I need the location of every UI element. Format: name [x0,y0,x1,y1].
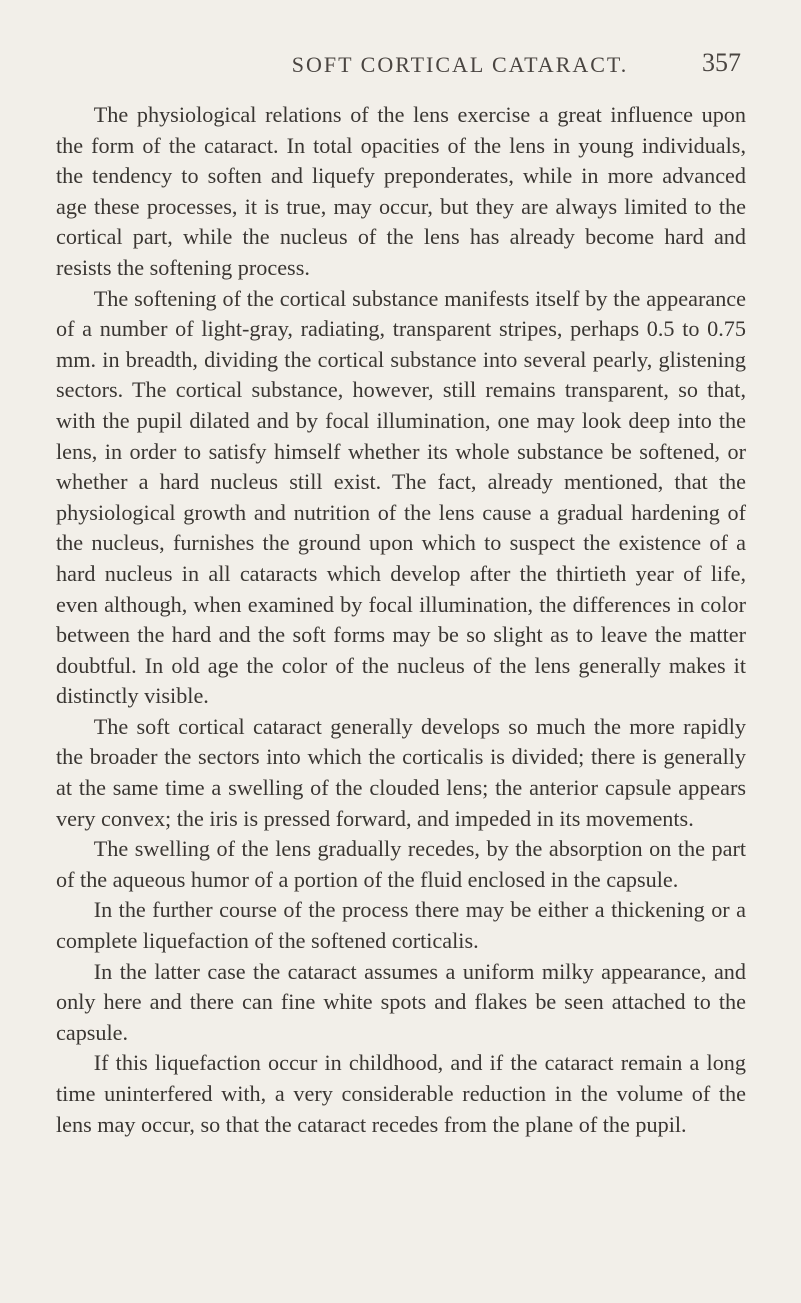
page-number: 357 [702,48,741,77]
paragraph: The soft cortical cataract generally develops so much the more rapidly the broader the sectors into which the corticalis is divided; there is generally at the same time a swelling of the clouded lens; the anterior capsule appears very convex; the iris is pressed forward, and impeded in its movements. [56,713,746,831]
running-head: SOFT CORTICAL CATARACT. [291,52,629,77]
paragraph: In the further course of the process there may be either a thickening or a complete liquefaction of the softened corticalis. [56,897,746,954]
body-text [56,100,746,1140]
paragraph: The swelling of the lens gradually recedes, by the absorption on the part of the aqueous humor of a portion of the fluid enclosed in the capsule. [56,836,746,892]
paragraph: If this liquefaction occur in childhood, and if the cataract remain a long time uninterfered with, a very considerable reduction in the volume of the lens may occur, so that the cataract recedes from the plane of the pupil. [56,1050,746,1137]
paragraph: The softening of the cortical substance manifests itself by the appearance of a number of light-gray, radiating, transparent stripes, perhaps 0.5 to 0.75 mm. in breadth, dividing the cortical substance into several pearly, glistening sectors. The cortical substance, however, still remains transparent, so that, with the pupil dilated and by focal illumination, one may look deep into the lens, in order to satisfy himself whether its whole substance be softened, or whether a hard nucleus still exist. The fact, already mentioned, that the physiological growth and nutrition of the lens cause a gradual hardening of the nucleus, furnishes the ground upon which to suspect the existence of a hard nucleus in all cataracts which develop after the thirtieth year of life, even although, when examined by focal illumination, the differences in color between the hard and the soft forms may be so slight as to leave the matter doubtful. In old age the color of the nucleus of the lens generally makes it distinctly visible. [56,285,746,709]
paragraph: In the latter case the cataract assumes a uniform milky appearance, and only here and there can fine white spots and flakes be seen attached to the capsule. [56,958,746,1045]
paragraph: The physiological relations of the lens exercise a great influence upon the form of the cataract. In total opacities of the lens in young individuals, the tendency to soften and liquefy preponderates, while in more advanced age these processes, it is true, may occur, but they are always limited to the cortical part, while the nucleus of the lens has already become hard and resists the softening process. [56,102,746,280]
